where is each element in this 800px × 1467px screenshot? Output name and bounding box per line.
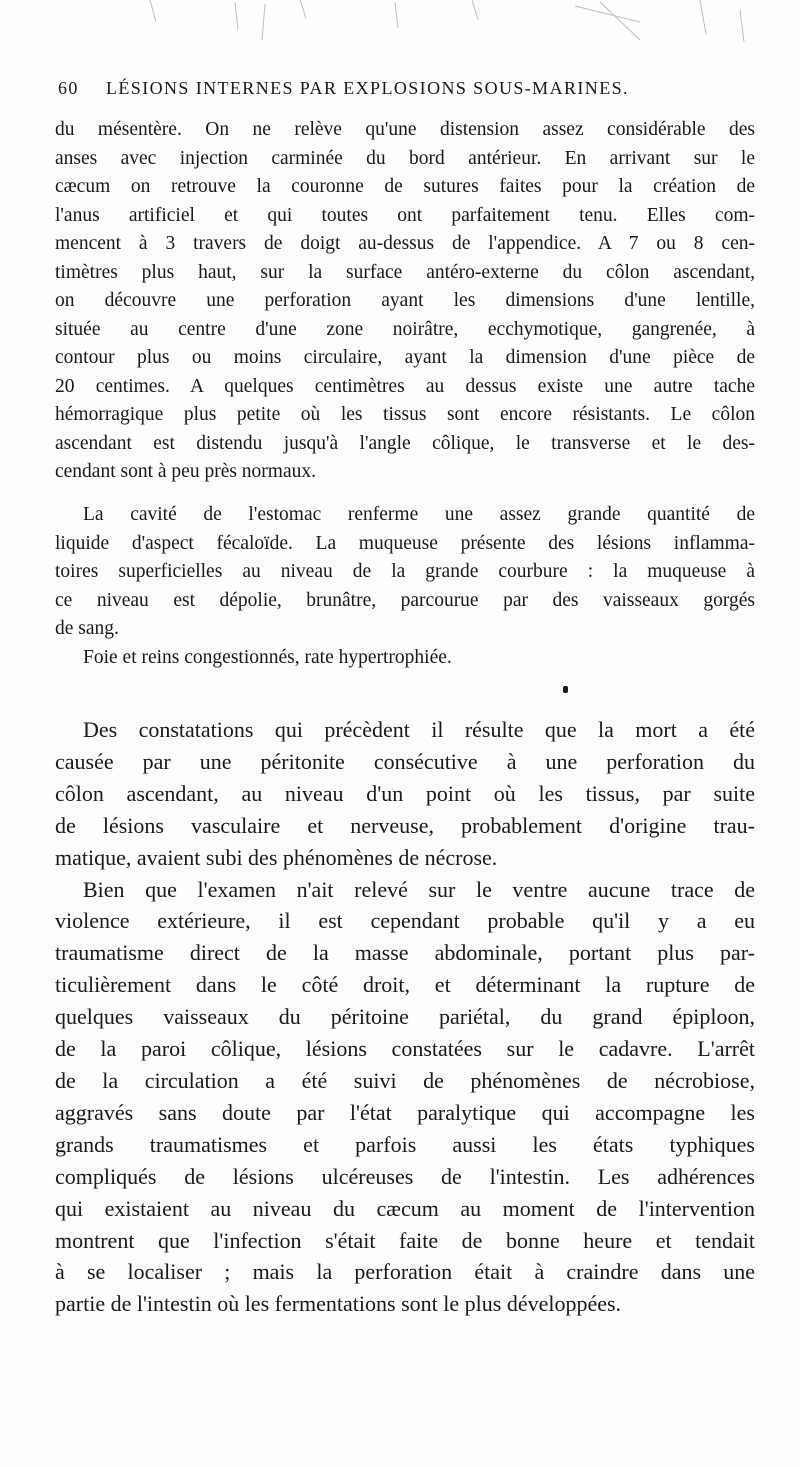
text-line: toires superficielles au niveau de la grande courbure : la muqueuse à [55, 561, 755, 582]
text-line: cæcum on retrouve la couronne de sutures faites pour la création de [55, 176, 755, 197]
text-line: liquide d'aspect fécaloïde. La muqueuse présente des lésions inflamma- [55, 532, 755, 554]
page-number: 60 [58, 78, 79, 98]
text-line: 20 centimes. A quelques centimètres au dessus existe une autre tache [55, 375, 755, 397]
text-line: Bien que l'examen n'ait relevé sur le ventre aucune trace de [83, 876, 755, 902]
text-line: à se localiser ; mais la perforation était à craindre dans une [55, 1259, 755, 1285]
autopsy-findings-section [55, 116, 755, 487]
paragraph-mesentery [55, 116, 755, 487]
paragraph-cause-of-death [55, 714, 755, 874]
text-line: côlon ascendant, au niveau d'un point où les tissus, par suite [55, 780, 755, 806]
text-line: qui existaient au niveau du cæcum au moment de l'intervention [55, 1195, 755, 1221]
text-line: mencent à 3 travers de doigt au-dessus de l'appendice. A 7 ou 8 cen- [55, 233, 755, 254]
text-line: Foie et reins congestionnés, rate hypertrophiée. [83, 646, 452, 668]
text-line: Des constatations qui précèdent il résulte que la mort a été [83, 717, 755, 742]
text-line: causée par une péritonite consécutive à une perforation du [55, 748, 755, 774]
text-line: hémorragique plus petite où les tissus sont encore résistants. Le côlon [55, 404, 755, 425]
text-line: timètres plus haut, sur la surface antéro-externe du côlon ascendant, [55, 261, 755, 283]
text-line: on découvre une perforation ayant les dimensions d'une lentille, [55, 290, 755, 311]
text-line: du mésentère. On ne relève qu'une distension assez considérable des [55, 119, 755, 140]
text-line: grands traumatismes et parfois aussi les états typhiques [55, 1131, 755, 1157]
paragraph-stomach [55, 501, 755, 644]
text-line: quelques vaisseaux du péritoine pariétal, du grand épiploon, [55, 1004, 755, 1030]
text-line: compliqués de lésions ulcéreuses de l'intestin. Les adhérences [55, 1163, 755, 1189]
text-line: de sang. [55, 618, 119, 639]
conclusion-section [55, 714, 755, 1320]
text-line: aggravés sans doute par l'état paralytique qui accompagne les [55, 1099, 755, 1125]
text-line: anses avec injection carminée du bord antérieur. En arrivant sur le [55, 147, 755, 169]
text-line: contour plus ou moins circulaire, ayant la dimension d'une pièce de [55, 347, 755, 368]
stomach-findings-section [55, 501, 755, 672]
text-line: violence extérieure, il est cependant probable qu'il y a eu [55, 908, 755, 934]
running-title: LÉSIONS INTERNES PAR EXPLOSIONS SOUS-MARINES. [106, 78, 629, 98]
print-speck [563, 686, 568, 693]
text-line: située au centre d'une zone noirâtre, ecchymotique, gangrenée, à [55, 318, 755, 340]
text-line: de la circulation a été suivi de phénomènes de nécrobiose, [55, 1067, 755, 1093]
text-line: cendant sont à peu près normaux. [55, 461, 317, 482]
text-line: La cavité de l'estomac renferme une assez grande quantité de [83, 504, 755, 525]
paragraph-trauma-mechanism [55, 874, 755, 1321]
text-line: ticulièrement dans le côté droit, et déterminant la rupture de [55, 972, 755, 998]
text-line: matique, avaient subi des phénomènes de nécrose. [55, 844, 498, 870]
text-line: ascendant est distendu jusqu'à l'angle côlique, le transverse et le des- [55, 432, 755, 454]
text-line: traumatisme direct de la masse abdominale, portant plus par- [55, 940, 755, 966]
text-line: de la paroi côlique, lésions constatées sur le cadavre. L'arrêt [55, 1036, 755, 1062]
paragraph-organs [55, 644, 755, 673]
text-line: de lésions vasculaire et nerveuse, probablement d'origine trau- [55, 812, 755, 838]
scan-artifact-marks [0, 0, 800, 70]
text-line: montrent que l'infection s'était faite de bonne heure et tendait [55, 1227, 755, 1253]
running-header [58, 78, 758, 99]
text-line: partie de l'intestin où les fermentations sont le plus développées. [55, 1291, 622, 1317]
text-line: ce niveau est dépolie, brunâtre, parcourue par des vaisseaux gorgés [55, 589, 755, 611]
text-line: l'anus artificiel et qui toutes ont parfaitement tenu. Elles com- [55, 204, 755, 226]
